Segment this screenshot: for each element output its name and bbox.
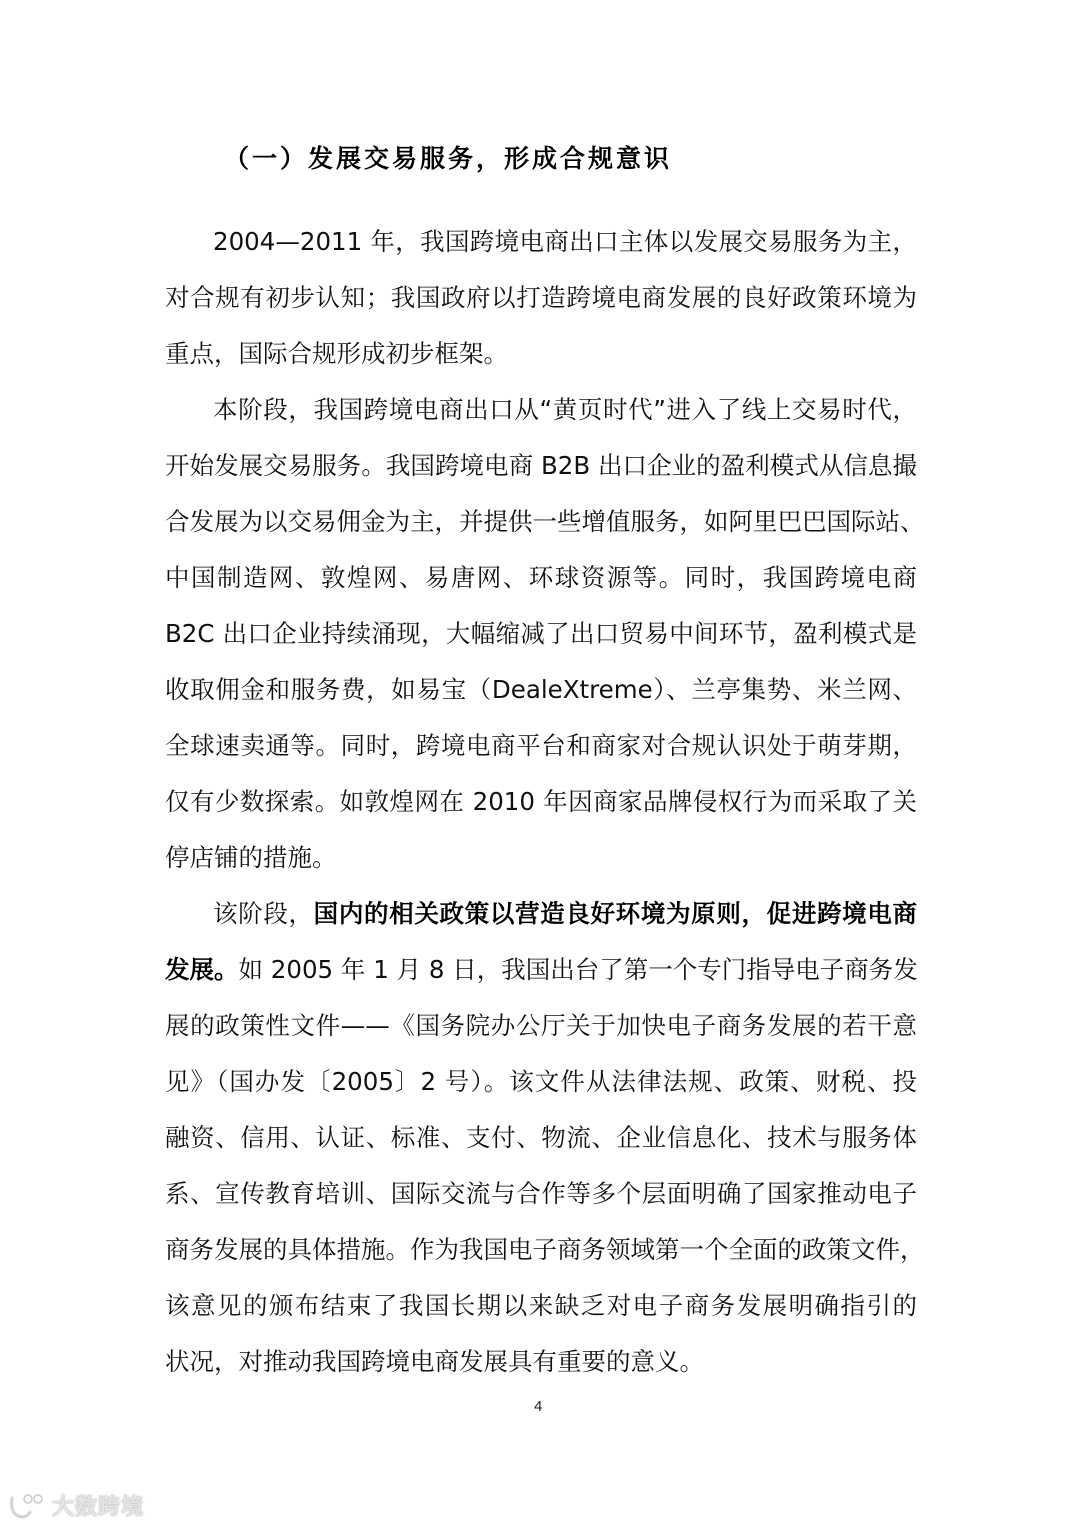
paragraph-3-line-2 <box>165 950 917 990</box>
paragraph-2-line-8: 仅有少数探索。如敦煌网在 2010 年因商家品牌侵权行为而采取了关 <box>165 787 917 816</box>
paragraph-2-line-4: 中国制造网、敦煌网、易唐网、环球资源等。同时，我国跨境电商 <box>165 563 917 592</box>
paragraph-3-bold-emphasis: 国内的相关政策以营造良好环境为原则，促进跨境电商 <box>313 899 918 928</box>
paragraph-1-line-1: 2004—2011 年，我国跨境电商出口主体以发展交易服务为主， <box>213 227 917 256</box>
paragraph-2-line-5: B2C 出口企业持续涌现，大幅缩减了出口贸易中间环节，盈利模式是 <box>165 619 917 648</box>
paragraph-3-line-5: 融资、信用、认证、标准、支付、物流、企业信息化、技术与服务体 <box>165 1123 917 1152</box>
paragraph-3-line-4: 见》（国办发〔2005〕2 号）。该文件从法律法规、政策、财税、投 <box>165 1067 917 1096</box>
paragraph-3-line-7: 商务发展的具体措施。作为我国电子商务领域第一个全面的政策文件， <box>165 1235 925 1264</box>
page-number: 4 <box>534 1398 543 1415</box>
paragraph-2-line-2: 开始发展交易服务。我国跨境电商 B2B 出口企业的盈利模式从信息撮 <box>165 451 917 480</box>
paragraph-2-line-3: 合发展为以交易佣金为主，并提供一些增值服务，如阿里巴巴国际站、 <box>165 507 925 536</box>
section-heading: （一）发展交易服务，形成合规意识 <box>224 144 673 173</box>
paragraph-3-line-3: 展的政策性文件——《国务院办公厅关于加快电子商务发展的若干意 <box>165 1011 917 1040</box>
paragraph-3-line-8: 该意见的颁布结束了我国长期以来缺乏对电子商务发展明确指引的 <box>165 1291 917 1320</box>
paragraph-2-line-6: 收取佣金和服务费，如易宝（DealeXtreme）、兰亭集势、米兰网、 <box>165 675 917 704</box>
watermark <box>8 1490 144 1521</box>
watermark-text: 大数跨境 <box>52 1495 145 1520</box>
paragraph-3-line-2-rest: 如 2005 年 1 月 8 日，我国出台了第一个专门指导电子商务发 <box>238 955 918 984</box>
paragraph-2-line-9: 停店铺的措施。 <box>165 843 337 872</box>
paragraph-3-line-1 <box>213 894 917 934</box>
paragraph-2-line-1: 本阶段，我国跨境电商出口从“黄页时代”进入了线上交易时代， <box>213 395 917 424</box>
cloud-logo-icon <box>8 1492 48 1520</box>
paragraph-3-line-6: 系、宣传教育培训、国际交流与合作等多个层面明确了国家推动电子 <box>165 1179 917 1208</box>
paragraph-1-line-2: 对合规有初步认知；我国政府以打造跨境电商发展的良好政策环境为 <box>165 283 917 312</box>
paragraph-3-prefix: 该阶段， <box>213 899 314 928</box>
paragraph-1-line-3: 重点，国际合规形成初步框架。 <box>165 339 508 368</box>
paragraph-3-line-9: 状况，对推动我国跨境电商发展具有重要的意义。 <box>165 1347 704 1376</box>
paragraph-3-bold-emphasis-end: 发展。 <box>165 955 239 984</box>
paragraph-2-line-7: 全球速卖通等。同时，跨境电商平台和商家对合规认识处于萌芽期， <box>165 731 917 760</box>
